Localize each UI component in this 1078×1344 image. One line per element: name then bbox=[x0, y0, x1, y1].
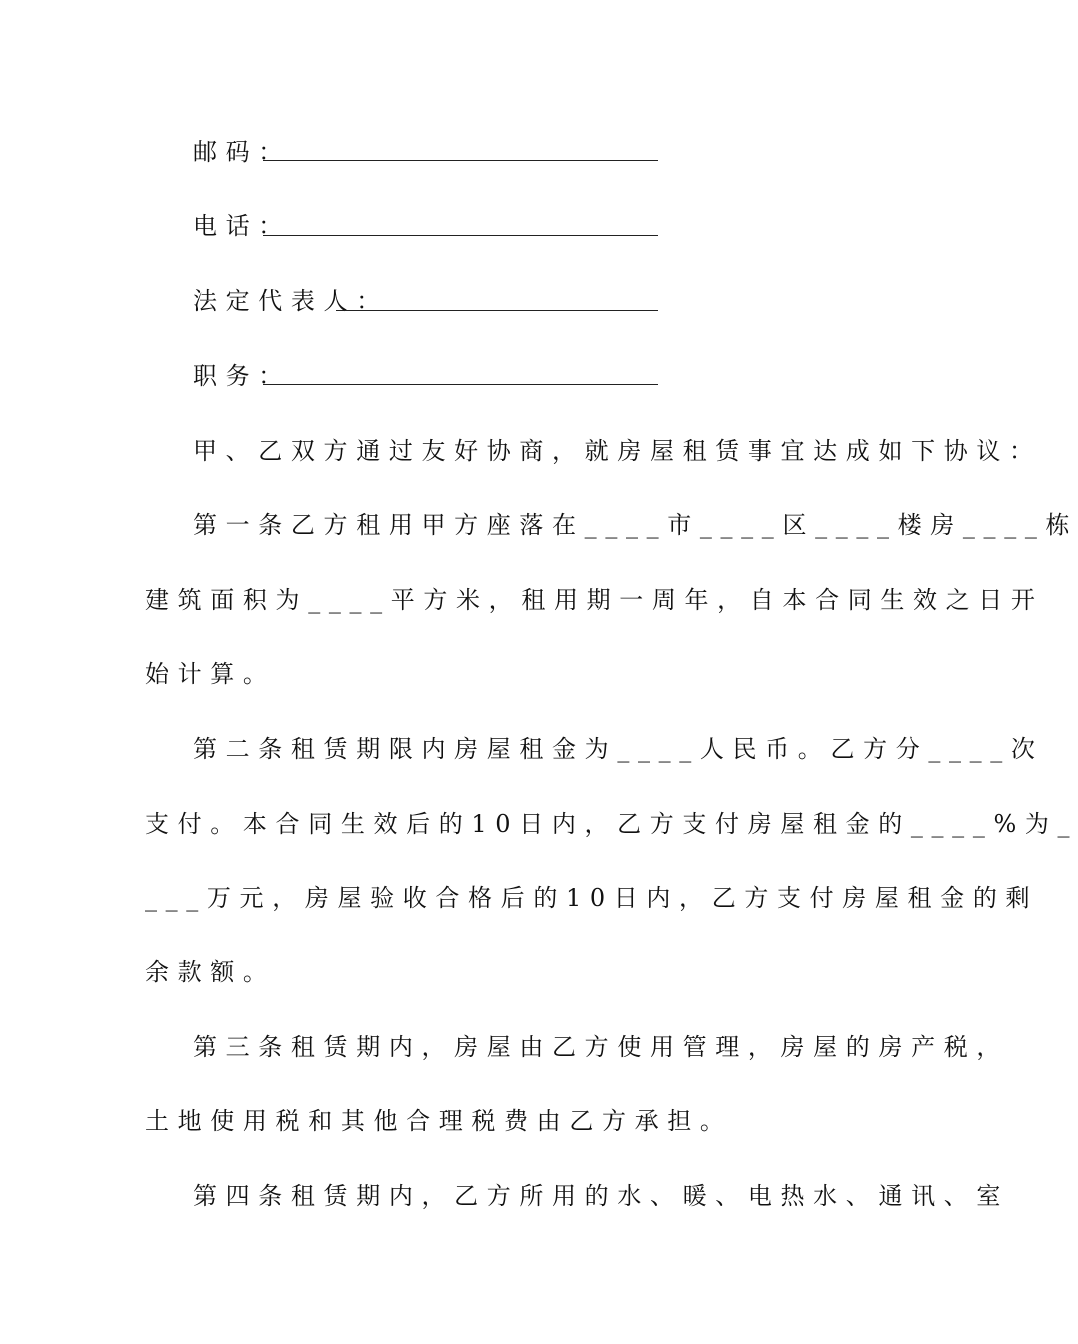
article-1-line-1: 第一条乙方租用甲方座落在____市____区____楼房____栋 bbox=[193, 511, 1078, 539]
position-blank-line[interactable] bbox=[263, 384, 658, 385]
article-1-line-3: 始计算。 bbox=[145, 660, 276, 688]
field-position bbox=[193, 356, 291, 396]
phone-blank-line[interactable] bbox=[263, 235, 658, 236]
field-label-postcode: 邮码： bbox=[193, 138, 291, 166]
legal-representative-blank-line[interactable] bbox=[336, 310, 658, 311]
field-postcode bbox=[193, 132, 291, 172]
field-label-phone: 电话： bbox=[193, 212, 291, 240]
article-2-line-4: 余款额。 bbox=[145, 958, 276, 986]
field-phone bbox=[193, 206, 291, 246]
postcode-blank-line[interactable] bbox=[263, 160, 658, 161]
article-4-line-1: 第四条租赁期内，乙方所用的水、暖、电热水、通讯、室 bbox=[193, 1182, 1009, 1210]
field-label-position: 职务： bbox=[193, 362, 291, 390]
article-2-line-1: 第二条租赁期限内房屋租金为____人民币。乙方分____次 bbox=[193, 735, 1044, 763]
article-2-line-3: ___万元，房屋验收合格后的10日内，乙方支付房屋租金的剩 bbox=[145, 884, 1039, 912]
article-2-line-2: 支付。本合同生效后的10日内，乙方支付房屋租金的____%为_ bbox=[145, 810, 1078, 838]
article-3-line-1: 第三条租赁期内，房屋由乙方使用管理，房屋的房产税， bbox=[193, 1033, 1009, 1061]
article-1-line-2: 建筑面积为____平方米，租用期一周年，自本合同生效之日开 bbox=[145, 586, 1044, 614]
agreement-intro: 甲、乙双方通过友好协商，就房屋租赁事宜达成如下协议： bbox=[193, 437, 1042, 465]
field-label-legal-representative: 法定代表人： bbox=[193, 287, 389, 315]
field-legal-representative bbox=[193, 281, 389, 321]
article-3-line-2: 土地使用税和其他合理税费由乙方承担。 bbox=[145, 1107, 733, 1135]
